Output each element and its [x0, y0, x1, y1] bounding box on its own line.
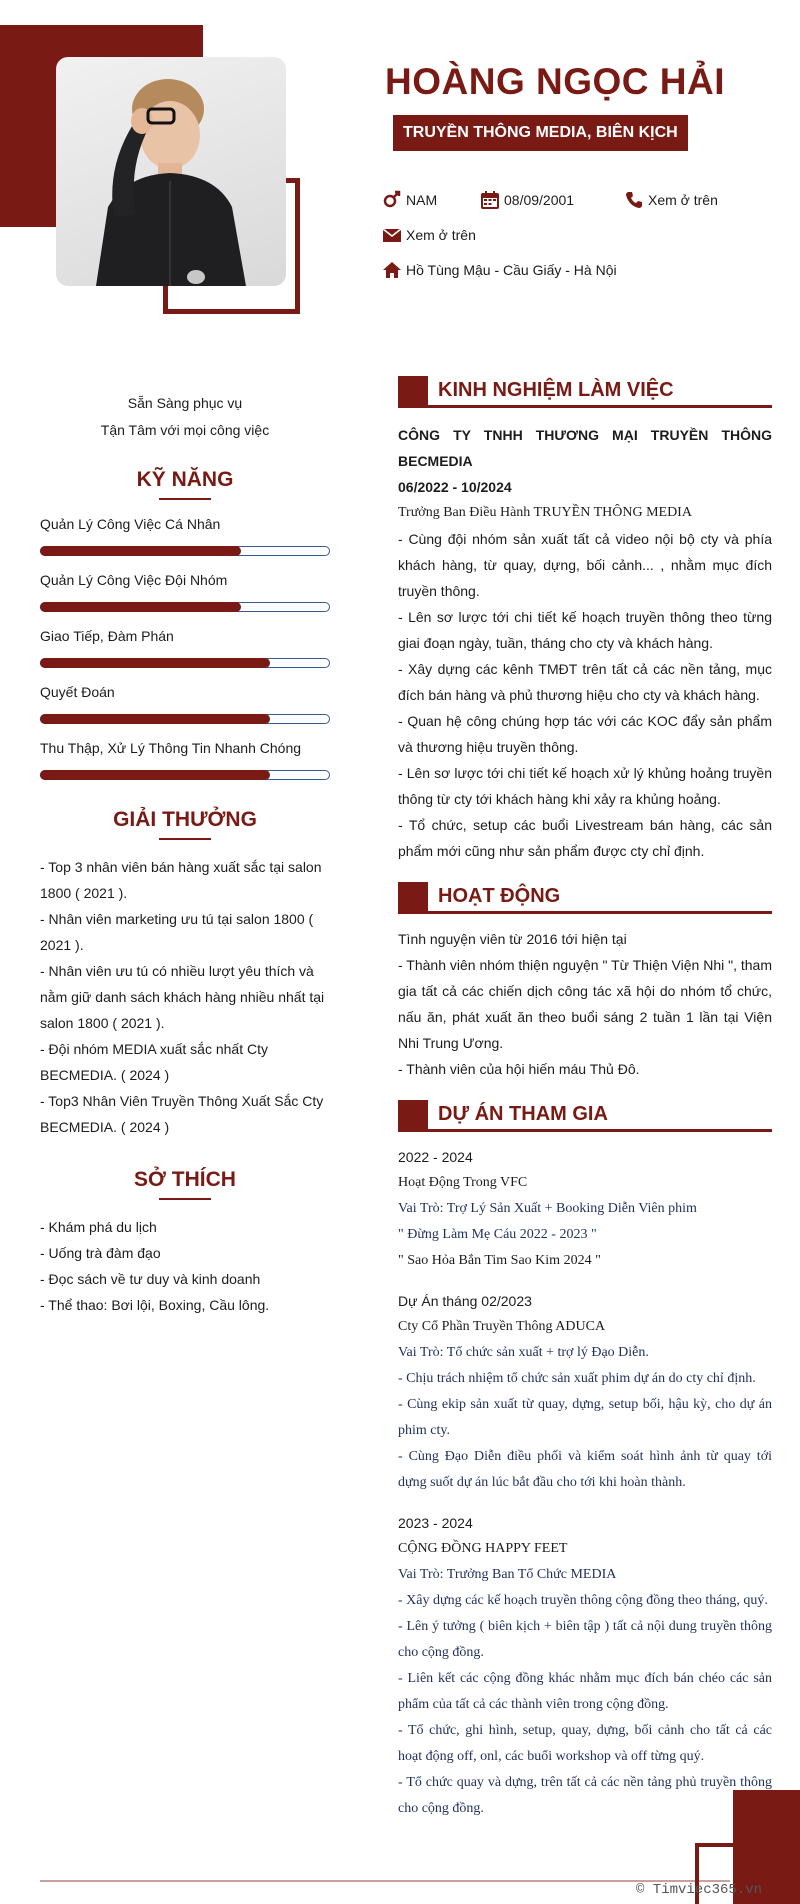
- heading-square-icon: [398, 1100, 428, 1130]
- gender-text: NAM: [406, 192, 438, 208]
- skill-bar-fill: [40, 546, 242, 556]
- project-detail: - Tổ chức quay và dựng, trên tất cả các nền tảng phủ truyền thông cho cộng đồng.: [398, 1775, 772, 1816]
- award-item: - Nhân viên ưu tú có nhiều lượt yêu thích và nằm giữ danh sách khách hàng nhiều nhất tại salon 1800 ( 2021 ).: [40, 963, 325, 1031]
- projects-heading: [398, 1100, 772, 1132]
- skill-label: Thu Thập, Xử Lý Thông Tin Nhanh Chóng: [40, 740, 302, 756]
- right-column: [398, 376, 772, 1822]
- skill-bar-fill: [40, 602, 242, 612]
- hobby-item: - Khám phá du lịch: [40, 1219, 157, 1235]
- project-item: [398, 1144, 772, 1274]
- skill-item: [40, 738, 330, 780]
- duty-item: - Lên sơ lược tới chi tiết kế hoạch truyền thông theo từng giai đoạn ngày, tuần, tháng cho cty và khách hàng.: [398, 609, 772, 651]
- skill-bar: [40, 714, 330, 724]
- project-detail: - Tổ chức, ghi hình, setup, quay, dựng, bối cảnh cho tất cả các hoạt động off, onl, các buổi workshop và off từng quý.: [398, 1723, 772, 1764]
- hobby-item: - Đọc sách về tư duy và kinh doanh: [40, 1271, 261, 1287]
- awards-heading: GIẢI THƯỞNG: [113, 808, 257, 831]
- project-role: Vai Trò: Tổ chức sản xuất + trợ lý Đạo Diễn.: [398, 1345, 649, 1360]
- skill-label: Quản Lý Công Việc Đội Nhóm: [40, 572, 228, 588]
- project-role: Vai Trò: Trưởng Ban Tổ Chức MEDIA: [398, 1567, 617, 1582]
- birthdate-info: [480, 190, 574, 210]
- project-role: Vai Trò: Trợ Lý Sản Xuất + Booking Diễn Viên phim: [398, 1201, 697, 1216]
- home-icon: [382, 260, 402, 280]
- project-detail: " Sao Hỏa Bắn Tim Sao Kim 2024 ": [398, 1253, 601, 1268]
- duty-item: - Tổ chức, setup các buổi Livestream bán hàng, các sản phẩm mới cũng như sản phẩm được cty chỉ định.: [398, 817, 772, 859]
- project-name: CỘNG ĐỒNG HAPPY FEET: [398, 1541, 568, 1556]
- project-detail: - Liên kết các cộng đồng khác nhằm mục đích bán chéo các sản phẩm của tất cả các thành viên trong cộng đồng.: [398, 1671, 772, 1712]
- project-detail: - Cùng Đạo Diễn điều phối và kiểm soát hình ảnh từ quay tới dựng suốt dự án lúc bắt đầu cho tới khi hoàn thành.: [398, 1449, 772, 1490]
- project-item: [398, 1288, 772, 1496]
- experience-title: KINH NGHIỆM LÀM VIỆC: [438, 379, 674, 401]
- skill-item: [40, 626, 330, 668]
- hobbies-heading-underline: [159, 1198, 211, 1200]
- project-name: Cty Cổ Phần Truyền Thông ADUCA: [398, 1319, 606, 1334]
- profile-photo: [56, 57, 286, 286]
- project-detail: - Chịu trách nhiệm tổ chức sản xuất phim dự án do cty chỉ định.: [398, 1371, 756, 1386]
- job-title-badge: TRUYỀN THÔNG MEDIA, BIÊN KỊCH: [393, 115, 688, 151]
- email-text: Xem ở trên: [406, 227, 476, 243]
- project-detail: - Cùng ekip sản xuất từ quay, dựng, setup bối, hậu kỳ, cho dự án phim cty.: [398, 1397, 772, 1438]
- project-item: [398, 1510, 772, 1822]
- skills-heading-underline: [159, 498, 211, 500]
- award-item: - Đội nhóm MEDIA xuất sắc nhất Cty BECMEDIA. ( 2024 ): [40, 1041, 268, 1083]
- phone-icon: [624, 190, 644, 210]
- awards-heading-underline: [159, 838, 211, 840]
- award-item: - Top 3 nhân viên bán hàng xuất sắc tại salon 1800 ( 2021 ).: [40, 859, 322, 901]
- left-column: [40, 390, 330, 1318]
- hobby-item: - Thể thao: Bơi lội, Boxing, Cầu lông.: [40, 1297, 270, 1313]
- experience-heading: [398, 376, 772, 408]
- duty-item: - Lên sơ lược tới chi tiết kế hoạch xử lý khủng hoảng truyền thông từ cty tới khách hàng khi xảy ra khủng hoảng.: [398, 765, 772, 807]
- tagline-1: Sẵn Sàng phục vụ: [127, 395, 243, 411]
- heading-square-icon: [398, 882, 428, 912]
- project-detail: - Lên ý tưởng ( biên kịch + biên tập ) tất cả nội dung truyền thông cho cộng đồng.: [398, 1619, 772, 1660]
- award-item: - Top3 Nhân Viên Truyền Thông Xuất Sắc Cty BECMEDIA. ( 2024 ): [40, 1093, 324, 1135]
- project-name: Hoạt Động Trong VFC: [398, 1175, 528, 1190]
- footer-divider: [40, 1880, 730, 1882]
- hobbies-list: [40, 1214, 330, 1318]
- skill-bar-fill: [40, 658, 270, 668]
- hobby-item: - Uống trà đàm đạo: [40, 1245, 161, 1261]
- candidate-name: HOÀNG NGỌC HẢI: [385, 61, 725, 102]
- activities-title: HOẠT ĐỘNG: [438, 885, 561, 907]
- birthdate-text: 08/09/2001: [504, 192, 575, 208]
- duty-item: - Xây dựng các kênh TMĐT trên tất cả các nền tảng, mục đích bán hàng và phủ thương hiệu cho cty và khách hàng.: [398, 661, 772, 703]
- project-period: 2022 - 2024: [398, 1149, 473, 1165]
- skill-item: [40, 514, 330, 556]
- heading-square-icon: [398, 376, 428, 406]
- hobbies-heading: SỞ THÍCH: [134, 1168, 236, 1191]
- phone-text: Xem ở trên: [648, 192, 718, 208]
- projects-list: [398, 1144, 772, 1822]
- project-period: Dự Án tháng 02/2023: [398, 1293, 532, 1309]
- skill-item: [40, 682, 330, 724]
- gender-info: [382, 190, 437, 210]
- project-detail: - Xây dựng các kế hoạch truyền thông cộng đồng theo tháng, quý.: [398, 1593, 768, 1608]
- address-info: [382, 260, 617, 280]
- activity-line: Tình nguyện viên từ 2016 tới hiện tại: [398, 931, 627, 947]
- award-item: - Nhân viên marketing ưu tú tại salon 1800 ( 2021 ).: [40, 911, 314, 953]
- project-period: 2023 - 2024: [398, 1515, 473, 1531]
- skills-heading: KỸ NĂNG: [136, 468, 234, 491]
- gender-icon: [382, 190, 402, 210]
- tagline-2: Tận Tâm với mọi công việc: [100, 422, 270, 438]
- project-detail: " Đừng Làm Mẹ Cáu 2022 - 2023 ": [398, 1227, 597, 1242]
- activity-line: - Thành viên nhóm thiện nguyện " Từ Thiện Viện Nhi ", tham gia tất cả các chiến dịch công tác xã hội do nhóm tổ chức, nấu ăn, phát xuất ăn theo buổi sáng 2 tuần 1 lần tại Viện Nhi Trung Ương.: [398, 957, 772, 1051]
- duty-item: - Cùng đội nhóm sản xuất tất cả video nội bộ cty và phía khách hàng, từ quay, dựng, bối cảnh... , nhằm mục đích truyền thông.: [398, 531, 772, 599]
- footer-watermark: © Timviec365.vn: [636, 1882, 763, 1898]
- skill-item: [40, 570, 330, 612]
- skill-bar: [40, 658, 330, 668]
- phone-info: [624, 190, 718, 210]
- activity-line: - Thành viên của hội hiến máu Thủ Đô.: [398, 1061, 640, 1077]
- activities-list: [398, 926, 772, 1082]
- skill-bar: [40, 770, 330, 780]
- skill-bar: [40, 602, 330, 612]
- calendar-icon: [480, 190, 500, 210]
- email-icon: [382, 225, 402, 245]
- skills-list: [40, 514, 330, 780]
- address-text: Hồ Tùng Mậu - Cầu Giấy - Hà Nội: [406, 262, 617, 278]
- email-info: [382, 225, 476, 245]
- skill-bar: [40, 546, 330, 556]
- skill-label: Giao Tiếp, Đàm Phán: [40, 628, 174, 644]
- skill-label: Quản Lý Công Việc Cá Nhân: [40, 516, 221, 532]
- experience-period: 06/2022 - 10/2024: [398, 479, 512, 495]
- skill-bar-fill: [40, 714, 270, 724]
- activities-heading: [398, 882, 772, 914]
- experience-role: Trưởng Ban Điều Hành TRUYỀN THÔNG MEDIA: [398, 505, 692, 520]
- skill-label: Quyết Đoán: [40, 684, 115, 700]
- duty-item: - Quan hệ công chúng hợp tác với các KOC đẩy sản phẩm và thương hiệu truyền thông.: [398, 713, 772, 755]
- awards-list: [40, 854, 330, 1140]
- projects-title: DỰ ÁN THAM GIA: [438, 1103, 608, 1125]
- experience-duties: [398, 526, 772, 864]
- experience-company: CÔNG TY TNHH THƯƠNG MẠI TRUYỀN THÔNG BECMEDIA: [398, 427, 772, 469]
- skill-bar-fill: [40, 770, 270, 780]
